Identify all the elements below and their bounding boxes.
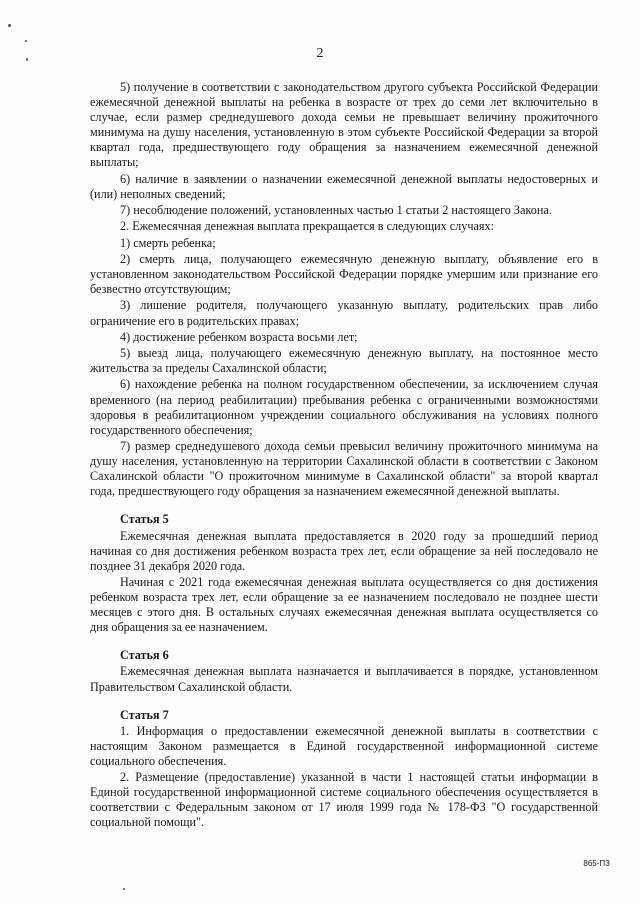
intro-paragraphs [90, 80, 598, 499]
paragraph: 4) достижение ребенком возраста восьми лет; [120, 329, 358, 344]
scan-speck [25, 40, 27, 42]
article-5 [90, 512, 598, 635]
article-title: Статья 6 [120, 648, 169, 663]
paragraph: 7) размер среднедушевого дохода семьи превысил величину прожиточного минимума на душу населения, установленную на территории Сахалинской области в соответствии с Законом Сахалинской области "О прожиточном минимуме в Сахалинской области" за второй квартал года, предшествующего году обращения за назначением ежемесячной денежной выплаты. [90, 439, 598, 499]
paragraph: Ежемесячная денежная выплата назначается и выплачивается в порядке, установленном Правительством Сахалинской области. [90, 664, 598, 694]
scan-speck [123, 888, 125, 890]
paragraph: Ежемесячная денежная выплата предоставляется в 2020 году за прошедший период начиная со дня достижения ребенком возраста трех лет, если обращение за ней последовало не позднее 31 декабря 2020 года. [90, 528, 598, 573]
paragraph: 2. Ежемесячная денежная выплата прекращается в следующих случаях: [120, 219, 494, 234]
paragraph: 2. Размещение (предоставление) указанной в части 1 настоящей статьи информации в Единой государственной информационной системе социального обеспечения осуществляется в соответствии с Федеральным законом от 17 июля 1999 года № 178-ФЗ "О государственной социальной помощи". [90, 770, 598, 830]
paragraph: Начиная с 2021 года ежемесячная денежная выплата осуществляется со дня достижения ребенком возраста трех лет, если обращение за ее назначением последовало не позднее шести месяцев с этого дня. В остальных случаях ежемесячная денежная выплата осуществляется со дня обращения за ее назначением. [90, 574, 598, 635]
paragraph: 2) смерть лица, получающего ежемесячную денежную выплату, объявление его в установленном законодательством Российской Федерации порядке умершим или признание его безвестно отсутствующим; [90, 251, 598, 297]
paragraph: 5) выезд лица, получающего ежемесячную денежную выплату, на постоянное место жительства за пределы Сахалинской области; [90, 346, 598, 376]
article-title: Статья 7 [120, 707, 169, 722]
paragraph: 6) нахождение ребенка на полном государственном обеспечении, за исключением случая временного (на период реабилитации) пребывания ребенка с ограниченными возможностями здоровья в реабилитационном учреждении социального обслуживания на условиях полного государственного обеспечения; [90, 377, 598, 437]
article-6 [90, 648, 598, 694]
paragraph: 1) смерть ребенка; [120, 235, 216, 250]
article-7 [90, 708, 598, 831]
paragraph: 7) несоблюдение положений, установленных частью 1 статьи 2 настоящего Закона. [120, 203, 552, 218]
document-body [90, 80, 598, 832]
paragraph: 3) лишение родителя, получающего указанную выплату, родительских прав либо ограничение его в родительских правах; [90, 298, 598, 328]
page-number: 2 [316, 46, 324, 61]
paragraph: 6) наличие в заявлении о назначении ежемесячной денежной выплаты недостоверных и (или) неполных сведений; [90, 171, 598, 201]
paragraph: 5) получение в соответствии с законодательством другого субъекта Российской Федерации ежемесячной денежной выплаты на ребенка в возрасте от трех до семи лет включительно в случае, если размер среднедушевого дохода семьи не превышает величину прожиточного минимума на душу населения, установленную в этом субъекте Российской Федерации за второй квартал года, предшествующего году обращения за назначением ежемесячной денежной выплаты; [90, 80, 598, 170]
document-code: 865-ПЗ [583, 859, 610, 868]
scan-speck [8, 24, 11, 27]
article-title: Статья 5 [120, 512, 169, 527]
paragraph: 1. Информация о предоставлении ежемесячной денежной выплаты в соответствии с настоящим Законом размещается в Единой государственной информационной системе социального обеспечения. [90, 723, 598, 768]
